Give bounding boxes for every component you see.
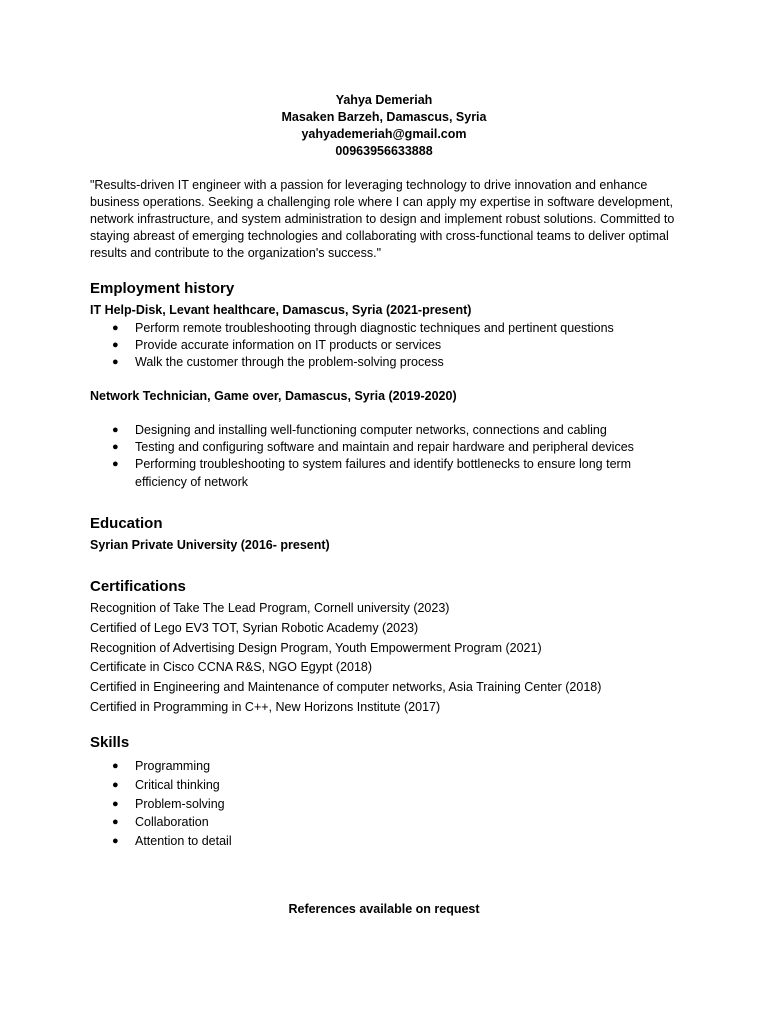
duty-text: Designing and installing well-functioning computer networks, connections and cabling (135, 423, 607, 437)
skill-text: Programming (135, 759, 211, 773)
skills-list (90, 757, 650, 851)
duty-text: Perform remote troubleshooting through diagnostic techniques and pertinent questions (135, 321, 614, 335)
bullet-icon: ● (112, 760, 119, 772)
bullet-icon: ● (112, 778, 119, 791)
bullet-icon: ● (112, 424, 119, 436)
bullet-icon: ● (112, 835, 119, 848)
candidate-phone: 00963956633888 (335, 144, 433, 158)
list-item (90, 456, 650, 490)
certification-item: Certificate in Cisco CCNA R&S, NGO Egypt (2018) (90, 660, 373, 675)
skill-text: Problem-solving (135, 796, 225, 811)
candidate-name: Yahya Demeriah (335, 93, 433, 107)
certification-item: Recognition of Advertising Design Program, Youth Empowerment Program (2021) (90, 640, 542, 655)
professional-summary: "Results-driven IT engineer with a passion for leveraging technology to drive innovation and enhance business operations. Seeking a challenging role where I can apply my expertise in software development, network infrastructure, and system administration to design and implement robust solutions. Committed to staying abreast of emerging technologies and collaborating with cross-functional teams to deliver optimal results and contribute to the organization's success." (90, 178, 675, 260)
bullet-icon: ● (112, 322, 119, 334)
list-item (90, 337, 650, 354)
contact-header (0, 92, 768, 160)
job-2-duties (90, 422, 650, 491)
bullet-icon: ● (112, 339, 119, 352)
duty-text: Walk the customer through the problem-solving process (135, 355, 444, 370)
employment-heading: Employment history (90, 280, 235, 297)
bullet-icon: ● (112, 441, 119, 454)
education-entry: Syrian Private University (2016- present) (90, 538, 330, 552)
bullet-icon: ● (112, 797, 119, 810)
skill-text: Collaboration (135, 815, 209, 830)
certifications-list (90, 599, 710, 718)
list-item (90, 320, 650, 337)
references-note: References available on request (288, 902, 480, 916)
certifications-heading: Certifications (90, 578, 186, 595)
list-item (90, 832, 650, 851)
certification-item: Certified in Engineering and Maintenance of computer networks, Asia Training Center (2018) (90, 680, 602, 695)
list-item (90, 795, 650, 814)
candidate-address: Masaken Barzeh, Damascus, Syria (281, 110, 487, 124)
list-item (90, 813, 650, 832)
skill-text: Attention to detail (135, 834, 232, 849)
skill-text: Critical thinking (135, 777, 220, 792)
duty-text: Performing troubleshooting to system failures and identify bottlenecks to ensure long term efficiency of network (135, 457, 632, 489)
skills-heading: Skills (90, 734, 130, 751)
job-title-1: IT Help-Disk, Levant healthcare, Damascus, Syria (2021-present) (90, 303, 472, 317)
certification-item: Recognition of Take The Lead Program, Cornell university (2023) (90, 601, 450, 615)
duty-text: Provide accurate information on IT products or services (135, 338, 442, 353)
list-item (90, 422, 650, 439)
list-item (90, 776, 650, 795)
education-heading: Education (90, 515, 163, 532)
list-item (90, 354, 650, 371)
list-item (90, 439, 650, 456)
bullet-icon: ● (112, 458, 119, 471)
candidate-email: yahyademeriah@gmail.com (301, 127, 467, 141)
certification-item: Certified of Lego EV3 TOT, Syrian Robotic Academy (2023) (90, 620, 419, 635)
job-title-2: Network Technician, Game over, Damascus, Syria (2019-2020) (90, 389, 457, 403)
certification-item: Certified in Programming in C++, New Horizons Institute (2017) (90, 699, 441, 714)
job-1-duties (90, 320, 650, 372)
bullet-icon: ● (112, 356, 119, 369)
duty-text: Testing and configuring software and maintain and repair hardware and peripheral devices (135, 440, 634, 455)
list-item (90, 757, 650, 776)
bullet-icon: ● (112, 816, 119, 829)
